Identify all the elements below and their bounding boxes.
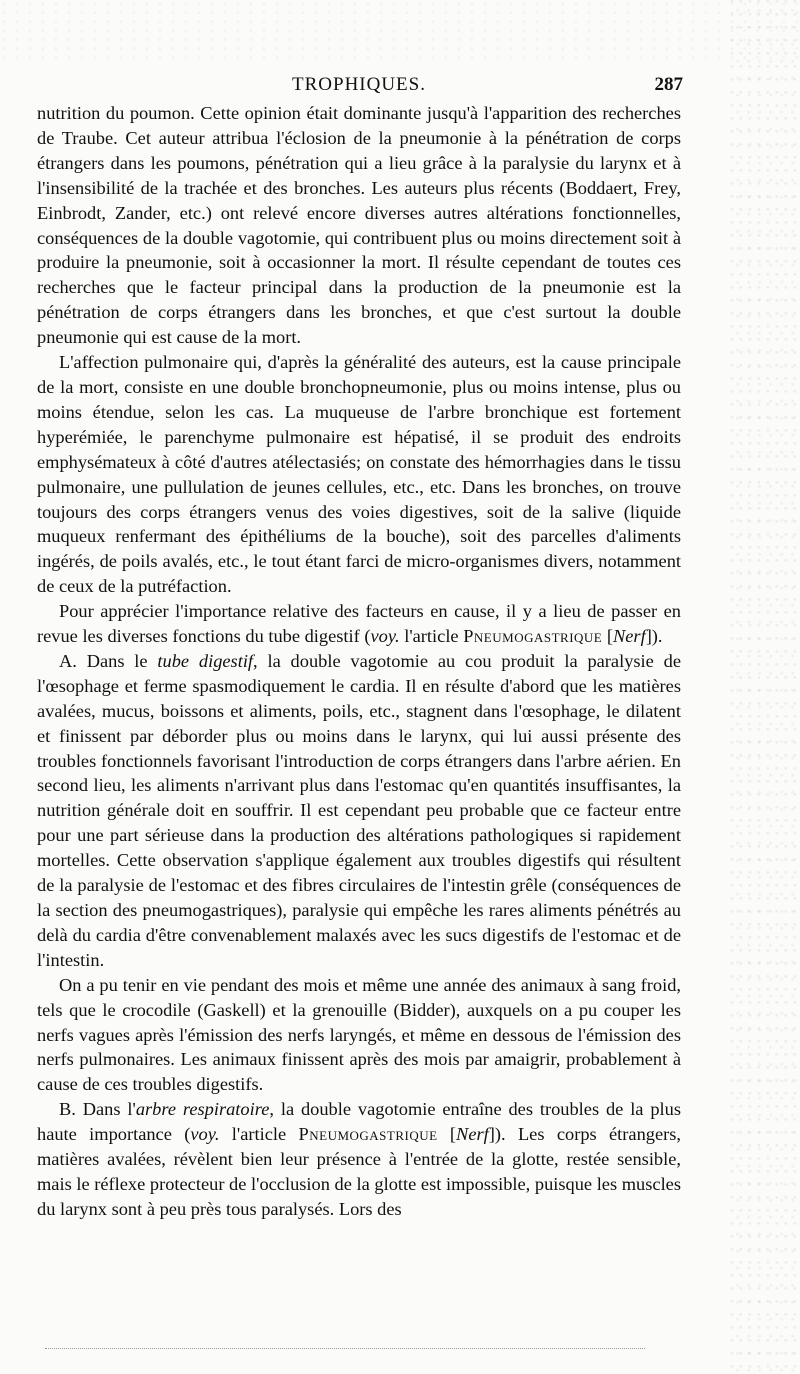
paragraph-3-mid: l'article	[399, 626, 464, 647]
page-number: 287	[654, 74, 683, 95]
voy-abbrev: voy.	[370, 626, 400, 647]
paragraph-3	[37, 599, 681, 649]
footer-dotted-rule	[45, 1348, 645, 1349]
paragraph-3-text: Pour apprécier l'importance relative des facteurs en cause, il y a lieu de passer en revue les diverses fonctions du tube digestif (	[37, 601, 681, 647]
paragraph-2: L'affection pulmonaire qui, d'après la généralité des auteurs, est la cause principale de la mort, consiste en une double bronchopneumonie, plus ou moins intense, plus ou moins étendue, selon les cas. La muqueuse de l'arbre bronchique est fortement hyperémiée, le parenchyme pulmonaire est hépatisé, il se produit des endroits emphysémateux à côté d'autres atélectasiés; on constate des hémorrhagies dans le tissu pulmonaire, une pullulation de jeunes cellules, etc., etc. Dans les bronches, on trouve toujours des corps étrangers venus des voies digestives, soit de la salive (liquide muqueux renfermant des épithéliums de la bouche), soit des parcelles d'aliments ingérés, de poils avalés, etc., le tout étant farci de micro-organismes divers, notamment de ceux de la putréfaction.	[37, 352, 681, 597]
section-b-heading: arbre respiratoire	[135, 1099, 270, 1120]
section-a-lead: A. Dans le	[59, 650, 158, 671]
running-title: TROPHIQUES.	[292, 74, 426, 95]
paragraph-6-text: Les corps étrangers, matières avalées, révèlent bien leur présence à l'entrée de la glotte, restée sensible, mais le réflexe protecteur de l'occlusion de la glotte est impossible, puisque les muscles du larynx sont à peu près tous paralysés. Lors des	[37, 1124, 682, 1219]
section-b-lead: B. Dans l'	[59, 1099, 136, 1120]
nerf-reference: Nerf	[612, 626, 646, 647]
paragraph-4-text: , la double vagotomie au cou produit la paralysie de l'œsophage et ferme spasmodiquement le cardia. Il en résulte d'abord que les matières avalées, mucus, boissons et aliments, poils, etc., stagnent dans l'œsophage, le dilatent et finissent par déborder plus ou moins dans le larynx, qui lui aussi présente des troubles fonctionnels favorisant l'introduction de corps étrangers dans l'arbre aérien. En second lieu, les aliments n'arrivant plus dans l'estomac qu'en quantités insuffisantes, la nutrition générale doit en souffrir. Il est cependant peu probable que ce facteur entre pour une part sérieuse dans la production des altérations pathologiques si rapidement mortelles. Cette observation s'applique également aux troubles digestifs qui résultent de la paralysie de l'estomac et des fibres circulaires de l'intestin grêle (conséquences de la section des pneumogastriques), paralysie qui empêche les rares aliments pénétrés au delà du cardia d'être convenablement malaxés avec les sucs digestifs de l'estomac et de l'intestin.	[37, 650, 681, 970]
body-text	[37, 101, 681, 1222]
paragraph-4	[37, 649, 681, 973]
paragraph-5: On a pu tenir en vie pendant des mois et même une année des animaux à sang froid, tels que le crocodile (Gaskell) et la grenouille (Bidder), auxquels on a pu couper les nerfs vagues après l'émission des nerfs laryngés, et même en dessous de l'émission des nerfs pulmonaires. Les animaux finissent après des mois par amaigrir, probablement à cause de ces troubles digestifs.	[37, 974, 681, 1095]
paragraph-6	[37, 1097, 681, 1222]
nerf-reference-2: Nerf	[456, 1124, 489, 1145]
page-header	[37, 74, 681, 96]
article-reference-2: Pneumogastrique	[298, 1124, 438, 1145]
paragraph-1: nutrition du poumon. Cette opinion était dominante jusqu'à l'apparition des recherches de Traube. Cet auteur attribua l'éclosion de la pneumonie à la pénétration de corps étrangers dans les poumons, pénétration qui a lieu grâce à la paralysie du larynx et à l'insensibilité de la trachée et des bronches. Les auteurs plus récents (Boddaert, Frey, Einbrodt, Zander, etc.) ont relevé encore diverses autres altérations fonctionnelles, conséquences de la double vagotomie, qui contribuent plus ou moins directement soit à produire la pneumonie, soit à occasionner la mort. Il résulte cependant de toutes ces recherches que le facteur principal dans la production de la pneumonie est la pénétration de corps étrangers dans les bronches, et que c'est surtout la double pneumonie qui est cause de la mort.	[37, 103, 681, 348]
article-reference: Pneumogastrique	[463, 626, 603, 647]
bracket-open-2: [	[437, 1124, 457, 1145]
bracket-open: [	[602, 626, 613, 647]
paragraph-6-mid1: , la double vagotomie entraîne des troubles de la plus haute importance (	[37, 1099, 681, 1145]
section-a-heading: tube digestif	[157, 650, 254, 671]
paragraph-6-mid2: l'article	[219, 1124, 299, 1145]
bracket-close-2: ]).	[488, 1124, 506, 1145]
page-top-noise	[0, 0, 800, 60]
bracket-close: ]).	[645, 626, 663, 647]
voy-abbrev-2: voy.	[190, 1124, 220, 1145]
page-edge-noise	[730, 0, 800, 1374]
